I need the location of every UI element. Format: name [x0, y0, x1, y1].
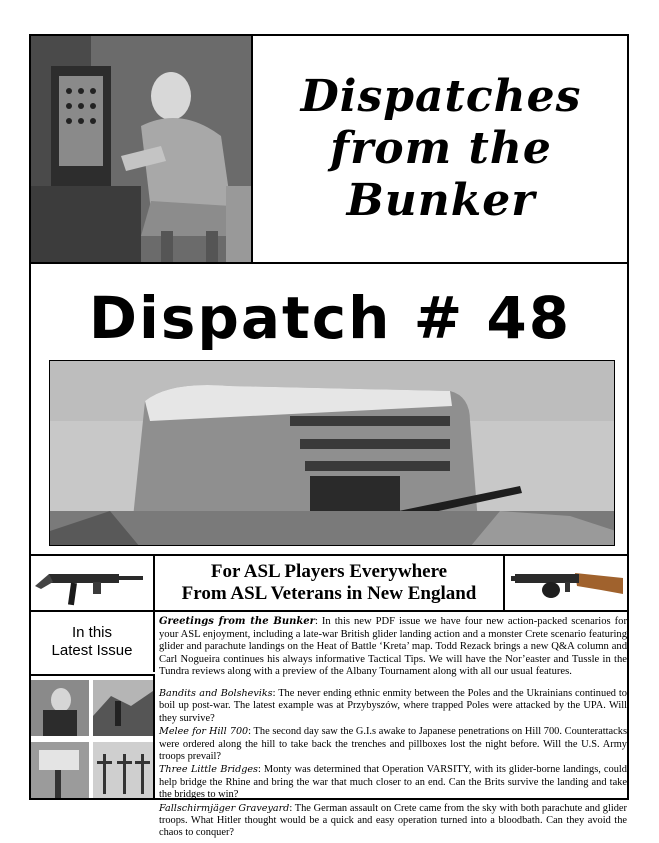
scenario-text: : The second day saw the G.I.s awake to Japanese penetrations on Hill 700. Counterattacks were ordered along the hill to take back the trenches and pillboxes lost the night before. Will the U.S. Army troops prevail? [159, 726, 627, 763]
latest-issue-line-2: Latest Issue [51, 642, 133, 659]
issue-heading: Dispatch # 48 [88, 284, 572, 352]
scenario-text: : Monty was determined that Operation VARSITY, with its glider-borne landings, could help bridge the Rhine and bring the war that much closer to an end. Can the Brits survive the landing and take the bridges to win? [159, 764, 627, 801]
latest-issue-box [31, 612, 155, 672]
tagline-line-2: From ASL Veterans in New England [181, 583, 477, 604]
scenario-name: Fallschirmjäger Graveyard [159, 802, 290, 814]
scenario-text: : The German assault on Crete came from the sky with both parachute and glider troops. What Hitler thought would be a quick and easy operation turned into a bloodbath. Can they avoid the chaos to conquer? [159, 802, 628, 839]
scenario-list [159, 688, 627, 841]
radio-operator-photo [31, 36, 253, 262]
scenario-item [159, 803, 627, 840]
masthead-title [253, 36, 629, 262]
masthead-line-3: Bunker [346, 175, 536, 226]
scenario-text: : The never ending ethnic enmity between the Poles and the Ukrainians continued to boil up post-war. The latest example was at Przybyszów, where trapped Poles were attacked by the UPA. Will they survive? [159, 688, 627, 724]
masthead-line-2: from the [330, 123, 552, 174]
tagline [155, 556, 503, 610]
scenario-item [159, 726, 627, 763]
submachine-gun-right-image [503, 556, 629, 610]
newsletter-cover [29, 34, 629, 839]
scenario-name: Bandits and Bolsheviks [159, 688, 273, 699]
scenario-name: Three Little Bridges [159, 764, 258, 776]
masthead-line-1: Dispatches [300, 71, 582, 122]
scenario-item [159, 688, 627, 725]
latest-issue-line-1: In this [71, 624, 113, 641]
greeting-text: : In this new PDF issue we have four new action-packed scenarios for your ASL enjoyment, including a late-war British glider landing action and a monster Crete scenario featuring glider and parachute landings on the Heat of Battle ‘Kreta’ map. Todd Rezack brings a new Q&A column and Carl Nogueira continues his always informative Tactical Tips. We will have the Nor’easter and Tussle in the Tundra reviews along with a preview of the Albany Tournament along with all our usual features. [159, 616, 628, 678]
greeting-paragraph [159, 616, 627, 679]
tagline-line-1: For ASL Players Everywhere [210, 561, 448, 582]
submachine-gun-left-image [31, 556, 155, 610]
bunker-photo [49, 360, 615, 546]
scenario-thumbnails [31, 676, 155, 800]
greeting-lead: Greetings from the Bunker [159, 616, 315, 627]
scenario-name: Melee for Hill 700 [159, 726, 249, 738]
scenario-item [159, 764, 627, 801]
